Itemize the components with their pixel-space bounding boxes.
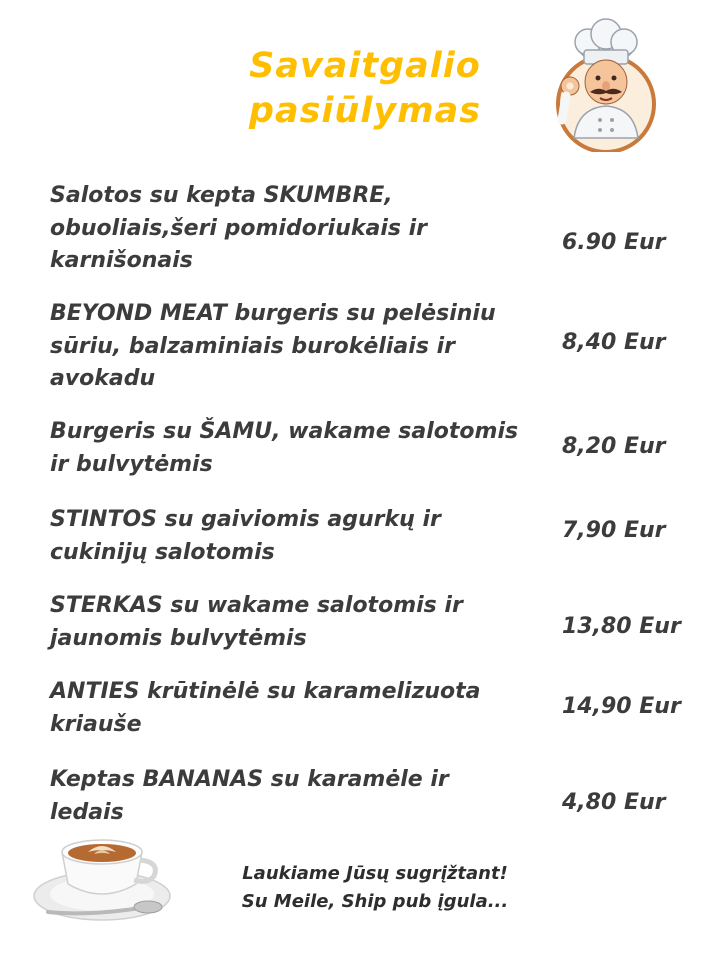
menu-title <box>215 44 515 134</box>
menu-item-line: cukinijų salotomis <box>50 539 275 565</box>
menu-item-price: 8,40 Eur <box>562 330 666 355</box>
menu-item-line: karnišonais <box>50 248 193 273</box>
footer-message <box>205 860 545 916</box>
menu-item-price: 13,80 Eur <box>562 614 681 639</box>
menu-item-line: Salotos su kepta SKUMBRE, <box>50 183 393 208</box>
menu-item-line: STERKAS su wakame salotomis ir <box>50 593 463 618</box>
menu-item-line: ir bulvytėmis <box>50 451 213 477</box>
menu-item-line: ledais <box>50 799 124 825</box>
menu-item-line: STINTOS su gaiviomis agurkų ir <box>50 507 441 532</box>
menu-item-description <box>50 416 550 481</box>
menu-item-description <box>50 298 550 396</box>
menu-item-price: 14,90 Eur <box>562 694 681 719</box>
menu-item-line: jaunomis bulvytėmis <box>50 625 307 651</box>
menu-item-price: 4,80 Eur <box>562 790 666 815</box>
menu-item-line: BEYOND MEAT burgeris su pelėsiniu <box>50 301 496 326</box>
footer-line-2: Su Meile, Ship pub įgula... <box>241 891 509 912</box>
menu-title-line-2: pasiūlymas <box>248 91 482 131</box>
menu-item-price: 6.90 Eur <box>562 230 666 255</box>
menu-item-description <box>50 504 550 569</box>
menu-item-line: Burgeris su ŠAMU, wakame salotomis <box>50 419 519 444</box>
menu-item-description <box>50 180 550 278</box>
menu-item-line: ANTIES krūtinėlė su karamelizuota <box>50 679 481 704</box>
footer-line-1: Laukiame Jūsų sugrįžtant! <box>242 863 508 884</box>
menu-item-line: sūriu, balzaminiais burokėliais ir <box>50 333 455 359</box>
menu-item-line: avokadu <box>50 366 156 391</box>
menu-title-line-1: Savaitgalio <box>249 46 481 86</box>
menu-item-line: obuoliais,šeri pomidoriukais ir <box>50 215 428 241</box>
menu-item-description <box>50 590 550 655</box>
menu-item-price: 7,90 Eur <box>562 518 666 543</box>
menu-item-line: kriauše <box>50 711 142 737</box>
menu-item-description <box>50 676 550 741</box>
chef-icon <box>544 16 668 152</box>
coffee-cup-icon <box>28 812 178 932</box>
menu-item-price: 8,20 Eur <box>562 434 666 459</box>
menu-item-line: Keptas BANANAS su karamėle ir <box>50 767 449 792</box>
